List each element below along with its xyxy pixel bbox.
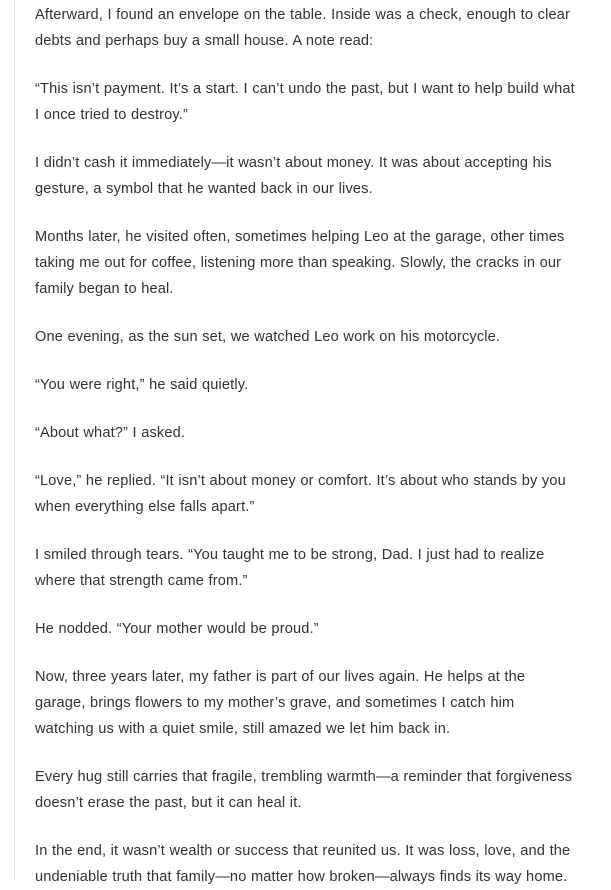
paragraph: One evening, as the sun set, we watched Leo work on his motorcycle. xyxy=(35,329,501,345)
paragraph: In the end, it wasn’t wealth or success that reunited us. It was loss, love, and the undeniable truth that family—no matter how broken—always finds its way home. xyxy=(35,843,571,885)
paragraph: I didn’t cash it immediately—it wasn’t about money. It was about accepting his gesture, a symbol that he wanted back in our lives. xyxy=(35,155,552,197)
paragraph: He nodded. “Your mother would be proud.” xyxy=(35,621,319,637)
paragraph: “Love,” he replied. “It isn’t about money or comfort. It’s about who stands by you when everything else falls apart.” xyxy=(35,473,566,515)
paragraph: Months later, he visited often, sometimes helping Leo at the garage, other times taking me out for coffee, listening more than speaking. Slowly, the cracks in our family began to heal. xyxy=(35,229,565,297)
paragraph: “You were right,” he said quietly. xyxy=(35,377,249,393)
paragraph: “This isn’t payment. It’s a start. I can’t undo the past, but I want to help build what I once tried to destroy.” xyxy=(35,81,575,123)
paragraph: I smiled through tears. “You taught me to be strong, Dad. I just had to realize where that strength came from.” xyxy=(35,547,545,589)
paragraph: Now, three years later, my father is part of our lives again. He helps at the garage, brings flowers to my mother’s grave, and sometimes I catch him watching us with a quiet smile, still amazed we let him back in. xyxy=(35,669,526,737)
left-margin-rule xyxy=(0,0,15,880)
paragraph: Every hug still carries that fragile, trembling warmth—a reminder that forgiveness doesn’t erase the past, but it can heal it. xyxy=(35,769,573,811)
paragraph: “About what?” I asked. xyxy=(35,425,186,441)
article-body xyxy=(35,0,577,890)
paragraph: Afterward, I found an envelope on the table. Inside was a check, enough to clear debts and perhaps buy a small house. A note read: xyxy=(35,7,570,49)
